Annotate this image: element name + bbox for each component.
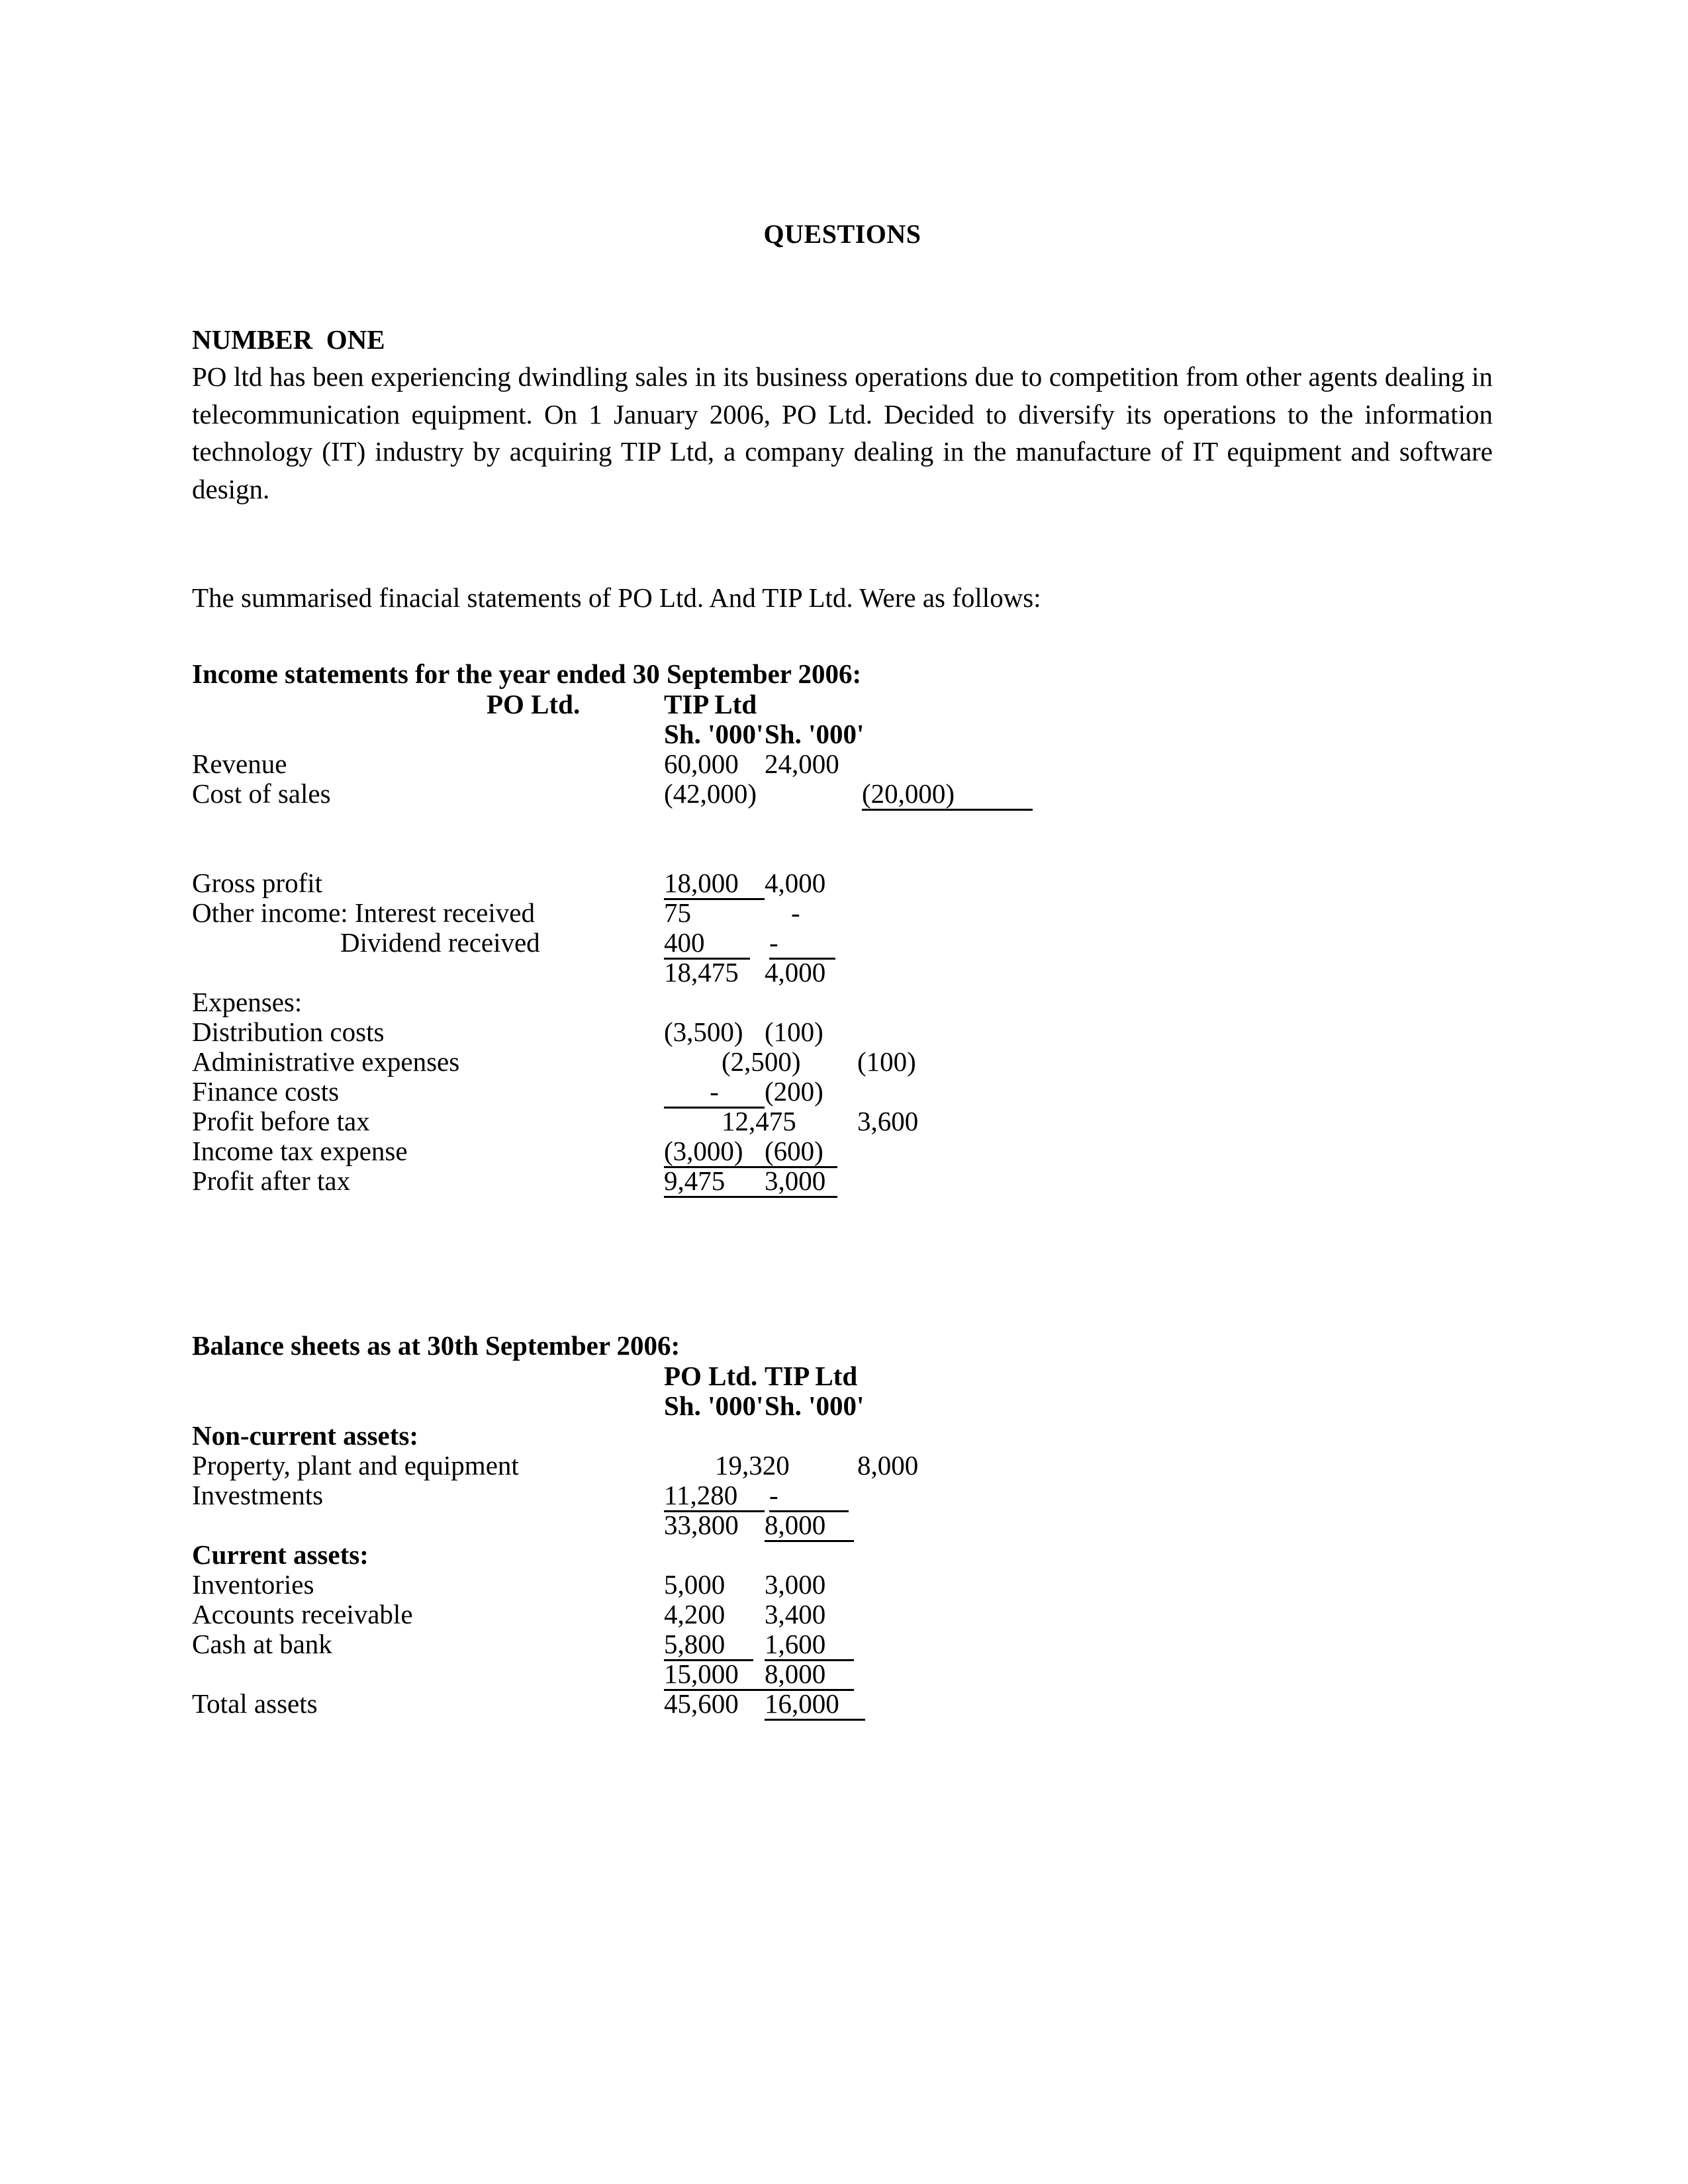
row-value-po: 18,475 [664, 956, 739, 987]
row-value-tip: 4,000 [765, 956, 826, 987]
row-label: Inventories [192, 1569, 314, 1600]
row-value-tip: (100) [857, 1046, 916, 1077]
income-col2-company-header: TIP Ltd [664, 688, 757, 719]
row-label: Distribution costs [192, 1016, 385, 1047]
row-label: Profit after tax [192, 1165, 351, 1196]
table-row [192, 1016, 1493, 1048]
row-value-po: - [664, 1078, 765, 1109]
table-row [192, 986, 1493, 1019]
row-label: Accounts receivable [192, 1598, 413, 1629]
spacer [192, 810, 1493, 840]
row-value-tip: - [769, 929, 835, 960]
row-value-tip: 24,000 [765, 748, 839, 779]
row-label: Revenue [192, 748, 287, 779]
table-row [192, 1571, 1493, 1601]
table-row [192, 780, 1493, 810]
row-value-po: 60,000 [664, 748, 739, 779]
table-row [192, 929, 1493, 959]
row-value-tip: (600) [765, 1138, 837, 1168]
row-value-po: 4,200 [664, 1598, 726, 1629]
row-label: Dividend received [340, 927, 540, 958]
row-label: Administrative expenses [192, 1046, 460, 1077]
income-col2-units-header: Sh. '000' [765, 718, 865, 749]
row-value-tip: 3,000 [765, 1167, 837, 1198]
row-label: Other income: Interest received [192, 897, 535, 928]
row-value-tip: (100) [765, 1016, 823, 1047]
balance-sheet-table [192, 1360, 1493, 1720]
row-value-po: 19,320 [715, 1449, 790, 1480]
row-value-po: (3,500) [664, 1016, 743, 1047]
row-value-po: 18,000 [664, 870, 765, 900]
row-value-po: 45,600 [664, 1688, 739, 1719]
table-row [192, 1105, 1493, 1138]
row-value-po: 11,280 [664, 1482, 765, 1512]
balance-col2-company-header: TIP Ltd [765, 1360, 858, 1391]
balance-col2-units-header: Sh. '000' [765, 1390, 865, 1421]
income-statement-title: Income statements for the year ended 30 September 2006: [192, 658, 862, 689]
table-header-row [192, 1360, 1493, 1392]
lead-line: The summarised finacial statements of PO Ltd. And TIP Ltd. Were as follows: [192, 582, 1041, 614]
table-row [192, 1628, 1493, 1661]
row-label: Investments [192, 1479, 324, 1510]
table-units-row [192, 1392, 1493, 1422]
row-value-tip: 3,600 [857, 1105, 919, 1136]
row-label: Cash at bank [192, 1628, 332, 1659]
row-label: Income tax expense [192, 1135, 408, 1166]
table-row [192, 1479, 1493, 1512]
table-group-heading-row [192, 1541, 1493, 1571]
table-row [192, 1598, 1493, 1631]
row-value-po: 15,000 [664, 1661, 765, 1691]
row-value-tip: 16,000 [765, 1690, 865, 1721]
table-row [192, 899, 1493, 929]
table-header-row [192, 688, 1493, 721]
intro-paragraph: PO ltd has been experiencing dwindling sales in its business operations due to competition from other agents dealing in telecommunication equipment. On 1 January 2006, PO Ltd. Decided to diversify its operations to the information technology (IT) industry by acquiring TIP Ltd, a company dealing in the manufacture of IT equipment and software design. [192, 361, 1493, 504]
table-group-heading-row [192, 1422, 1493, 1452]
row-value-po: (42,000) [664, 778, 757, 809]
table-row [192, 1658, 1493, 1690]
row-value-tip: 3,400 [765, 1598, 826, 1629]
balance-col1-units-header: Sh. '000' [664, 1390, 764, 1421]
balance-col1-company-header: PO Ltd. [664, 1360, 758, 1391]
table-row [192, 1690, 1493, 1720]
row-value-tip: - [769, 1482, 849, 1512]
row-value-po: 400 [664, 929, 750, 960]
table-row [192, 748, 1493, 780]
row-label: Total assets [192, 1688, 318, 1719]
row-value-tip: (200) [765, 1075, 823, 1107]
table-row [192, 1048, 1493, 1078]
row-label: Cost of sales [192, 778, 331, 809]
row-value-po: 75 [664, 897, 691, 928]
income-col1-company-header: PO Ltd. [487, 688, 581, 719]
row-value-tip: 8,000 [765, 1512, 854, 1542]
spacer [192, 617, 1493, 658]
row-value-tip: - [791, 897, 800, 928]
row-value-tip: 8,000 [857, 1449, 919, 1480]
row-label: Finance costs [192, 1075, 340, 1107]
current-assets-heading: Current assets: [192, 1539, 369, 1570]
row-value-tip: 4,000 [765, 867, 826, 898]
row-value-po: (2,500) [722, 1046, 801, 1077]
balance-sheet-title: Balance sheets as at 30th September 2006: [192, 1330, 680, 1361]
row-label: Expenses: [192, 986, 303, 1017]
question-heading: NUMBER ONE [192, 324, 385, 355]
page-title: QUESTIONS [763, 219, 921, 249]
income-col1-units-header: Sh. '000' [664, 718, 764, 749]
row-value-po: 9,475 [664, 1167, 765, 1198]
row-value-tip: 3,000 [765, 1569, 826, 1600]
row-value-po: 5,800 [664, 1631, 753, 1661]
noncurrent-assets-heading: Non-current assets: [192, 1420, 418, 1451]
row-label: Property, plant and equipment [192, 1449, 519, 1480]
row-value-tip: 1,600 [765, 1631, 854, 1661]
table-row [192, 867, 1493, 899]
table-row [192, 956, 1493, 989]
row-value-po: (3,000) [664, 1138, 765, 1168]
table-row [192, 1135, 1493, 1167]
row-value-tip: (20,000) [862, 780, 1033, 811]
document-content [192, 218, 1493, 1720]
row-value-po: 33,800 [664, 1509, 739, 1540]
table-row [192, 1509, 1493, 1541]
table-row [192, 1075, 1493, 1108]
spacer [192, 840, 1493, 870]
income-statement-table [192, 688, 1493, 1197]
row-value-tip: 8,000 [765, 1661, 854, 1691]
spacer [192, 1197, 1493, 1330]
row-value-po: 5,000 [664, 1569, 726, 1600]
table-units-row [192, 718, 1493, 751]
table-row [192, 1167, 1493, 1197]
row-value-po: 12,475 [722, 1105, 796, 1136]
table-row [192, 1449, 1493, 1482]
row-label: Gross profit [192, 867, 323, 898]
spacer [192, 508, 1493, 579]
row-label: Profit before tax [192, 1105, 370, 1136]
